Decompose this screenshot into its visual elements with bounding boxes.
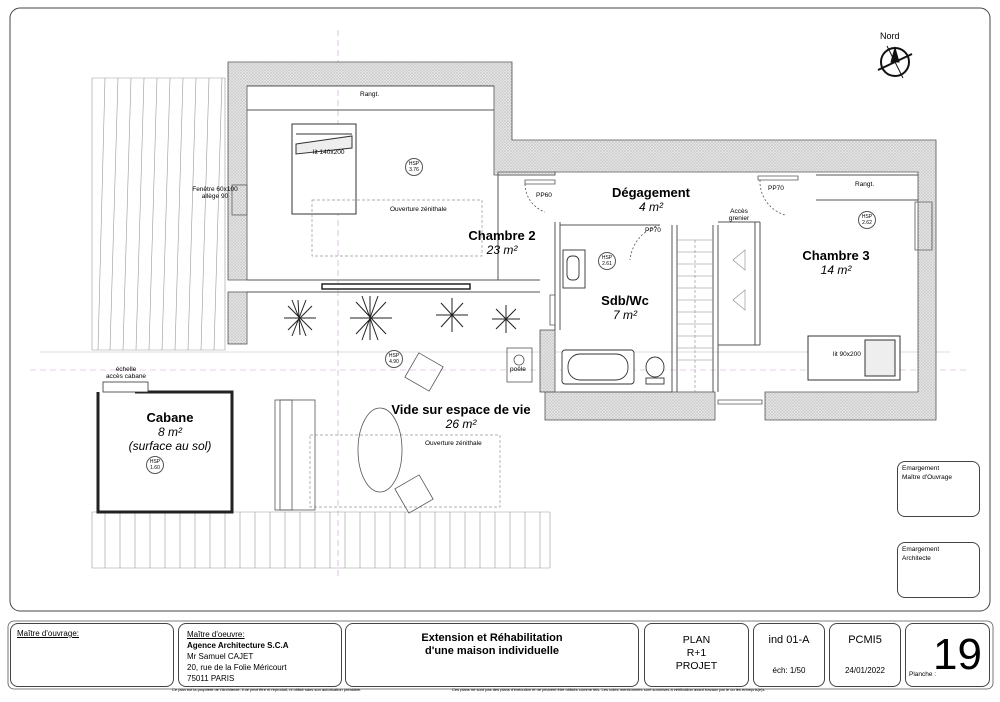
- room-cabane: [115, 410, 225, 453]
- room-note: (surface au sol): [128, 439, 212, 453]
- room-area: 4 m²: [639, 200, 663, 214]
- room-sdb-wc: [585, 293, 665, 322]
- annotation-pp70: PP70: [645, 227, 661, 234]
- legal-note-ownership: Ce plan est la propriété de l'Architecte; il ne peut être ni reproduit, ni utilisé sans son autorisation préalable.: [172, 687, 362, 692]
- annotation-bed-90: lit 90x200: [833, 351, 861, 358]
- annotation-rangt: Rangt.: [855, 181, 875, 188]
- signature-box-architect: Emargement Architecte: [897, 542, 980, 598]
- room-name: Cabane: [146, 410, 194, 425]
- roof-slats-bottom: [92, 512, 550, 568]
- sheet-number-cell: Planche : 19: [905, 623, 990, 687]
- annotation-poele: poêle: [510, 366, 526, 373]
- annotation-acces-grenier: Accès grenier: [728, 208, 750, 222]
- annotation-window: Fenêtre 60x100 allège 90: [192, 186, 238, 200]
- north-label: Nord: [880, 31, 900, 41]
- hsp-marker: HSP 3.76: [405, 158, 423, 176]
- signature-box-owner: Emargement Maître d'Ouvrage: [897, 461, 980, 517]
- legal-note-execution: Ces plans ne sont pas des plans d'exécution et ne peuvent être utilisés comme tels. Les cotes mentionnées sont soumises à vérification avant travaux par le ou les entrepris(e)s: [452, 687, 765, 692]
- room-chambre-2: [452, 228, 552, 257]
- bed-140x200: [292, 124, 356, 214]
- bed-90x200: [808, 336, 900, 380]
- room-name: Vide sur espace de vie: [391, 402, 531, 417]
- annotation-rangt: Rangt.: [360, 91, 380, 98]
- index-cell: ind 01-A éch: 1/50: [753, 623, 825, 687]
- north-symbol: [878, 46, 912, 78]
- architect-cell: Maître d'oeuvre: Agence Architecture S.C.A Mr Samuel CAJET 20, rue de la Folie Méricourt 75011 PARIS: [178, 623, 342, 687]
- code-cell: PCMI5 24/01/2022: [829, 623, 901, 687]
- annotation-bed-140: lit 140x200: [313, 149, 345, 156]
- project-title-cell: Extension et Réhabilitation d'une maison individuelle: [345, 623, 639, 687]
- hsp-marker: HSP 2.61: [598, 252, 616, 270]
- owner-cell: Maître d'ouvrage:: [10, 623, 174, 687]
- room-name: Sdb/Wc: [601, 293, 649, 308]
- room-name: Chambre 3: [802, 248, 870, 263]
- room-name: Dégagement: [611, 185, 691, 200]
- stairs: [677, 240, 745, 392]
- room-vide-espace-vie: [381, 402, 541, 431]
- annotation-pp60: PP60: [536, 192, 552, 199]
- hsp-marker: HSP 1.60: [146, 456, 164, 474]
- room-area: 26 m²: [445, 417, 477, 431]
- plants: [284, 296, 520, 340]
- annotation-zenithal: Ouverture zénithale: [390, 206, 447, 213]
- room-name: Chambre 2: [468, 228, 536, 243]
- room-area: 8 m²: [158, 425, 182, 439]
- sheet-number: 19: [933, 630, 982, 679]
- room-area: 14 m²: [820, 263, 852, 277]
- annotation-pp70: PP70: [768, 185, 784, 192]
- room-chambre-3: [786, 248, 886, 277]
- annotation-echelle: échelle accès cabane: [105, 366, 147, 380]
- room-area: 7 m²: [613, 308, 637, 322]
- room-degagement: [601, 185, 701, 214]
- window-60x100: [322, 284, 470, 289]
- plan-type-cell: PLAN R+1 PROJET: [644, 623, 749, 687]
- hsp-marker: HSP 4.90: [385, 350, 403, 368]
- annotation-zenithal: Ouverture zénithale: [425, 440, 482, 447]
- hsp-marker: HSP 2.62: [858, 211, 876, 229]
- room-area: 23 m²: [486, 243, 518, 257]
